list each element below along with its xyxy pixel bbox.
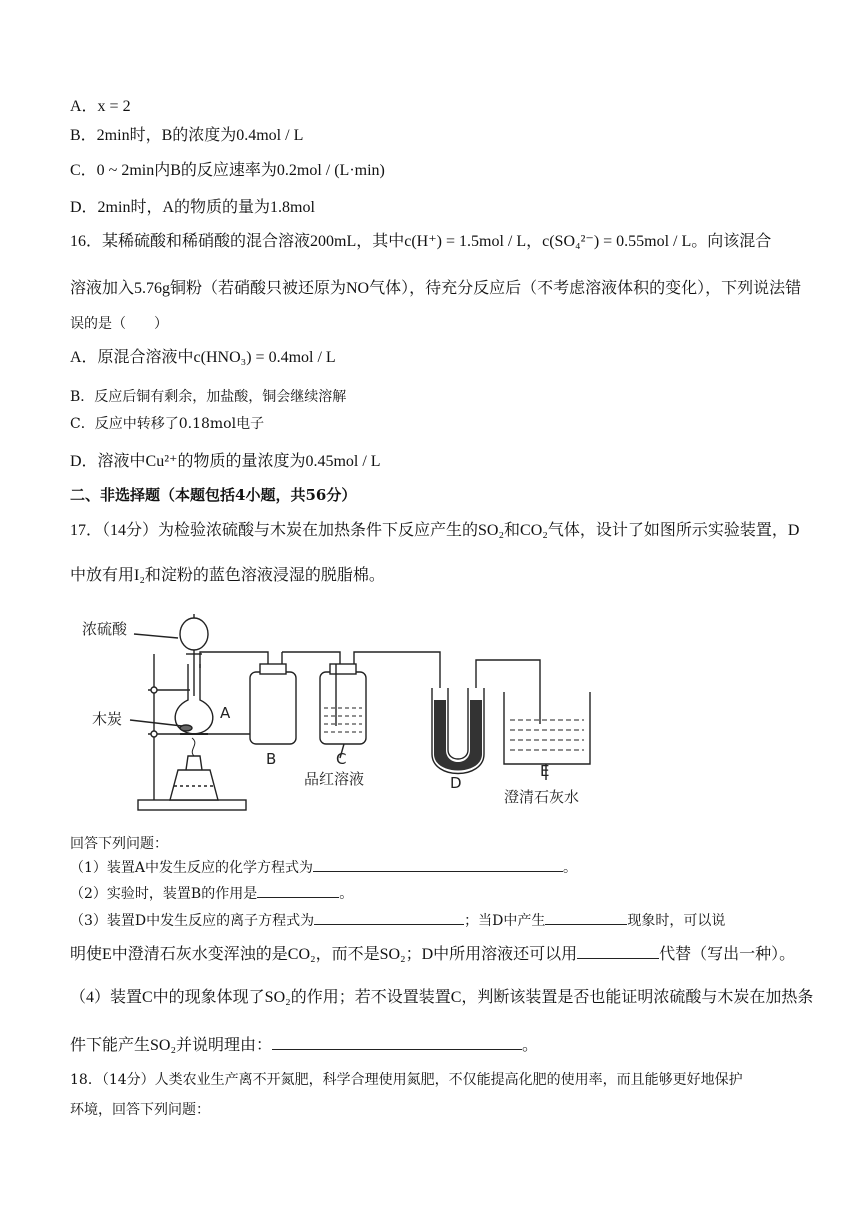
q18-stem-line2: 环境，回答下列问题： [70,1102,210,1118]
q15-option-b: B．2min时，B的浓度为0.4mol / L [70,127,304,144]
label-c-desc: 品红溶液 [304,770,365,788]
q17-sub4-line1: （4）装置C中的现象体现了SO₂的作用；若不设置装置C，判断该装置是否也能证明浓硫酸与木炭在加热条 [70,989,814,1006]
q17-sub3-line2: 明使E中澄清石灰水变浑浊的是CO₂，而不是SO₂；D中所用溶液还可以用 代替（写出一种）。 [70,946,796,963]
label-c: C [336,750,347,768]
q15-option-a: A．x = 2 [70,98,131,115]
section-heading: 二、非选择题（本题包括4小题，共56分） [70,486,357,504]
label-e-desc: 澄清石灰水 [504,788,580,806]
q17-stem-line1: 17．（14分）为检验浓硫酸与木炭在加热条件下反应产生的SO₂和CO₂气体，设计了如图所示实验装置，D [70,522,800,539]
apparatus-diagram [70,604,630,824]
q16-option-a: A．原混合溶液中c(HNO₃) = 0.4mol / L [70,349,336,366]
stand-base [138,800,246,810]
q17-sub3-line1: （3）装置D中发生反应的离子方程式为 ；当D中产生 现象时，可以说 [70,910,725,931]
q16-option-c: C．反应中转移了0.18mol电子 [70,416,265,432]
q17-stem-line2: 中放有用I₂和淀粉的蓝色溶液浸湿的脱脂棉。 [70,567,385,584]
q15-option-d: D．2min时，A的物质的量为1.8mol [70,199,315,216]
label-b: B [266,750,277,768]
label-carbon: 木炭 [92,710,123,728]
answer-blank[interactable] [257,883,339,898]
bottle-b [250,672,296,744]
answer-blank[interactable] [272,1035,522,1050]
alcohol-lamp [170,770,218,800]
answer-blank[interactable] [313,857,563,872]
q17-prompt: 回答下列问题： [70,836,168,852]
separatory-funnel [180,618,208,650]
q16-option-b: B．反应后铜有剩余，加盐酸，铜会继续溶解 [70,389,347,405]
answer-blank[interactable] [577,944,659,959]
q16-option-d: D．溶液中Cu²⁺的物质的量浓度为0.45mol / L [70,453,381,470]
label-acid: 浓硫酸 [82,620,128,638]
q18-stem-line1: 18．（14分）人类农业生产离不开氮肥，科学合理使用氮肥，不仅能提高化肥的使用率，而且能够更好地保护 [70,1072,743,1088]
q17-sub1: （1）装置A中发生反应的化学方程式为 。 [70,857,577,878]
q16-stem-line2: 溶液加入5.76g铜粉（若硝酸只被还原为NO气体），待充分反应后（不考虑溶液体积的变化），下列说法错 [70,280,802,297]
q16-stem-line3: 误的是（ ） [70,316,168,332]
label-e: E [540,762,550,780]
answer-blank[interactable] [545,910,627,925]
q16-stem-line1: 16．某稀硫酸和稀硝酸的混合溶液200mL，其中c(H⁺) = 1.5mol / L，c(SO₄²⁻) = 0.55mol / L。向该混合 [70,233,772,250]
label-a: A [220,704,231,722]
q17-sub4-line2: 件下能产生SO₂并说明理由： 。 [70,1037,539,1054]
label-d: D [450,774,462,792]
q17-sub2: （2）实验时，装置B的作用是 。 [70,883,353,904]
beaker-e [504,692,590,764]
answer-blank[interactable] [314,910,464,925]
q15-option-c: C．0 ~ 2min内B的反应速率为0.2mol / (L·min) [70,162,385,179]
